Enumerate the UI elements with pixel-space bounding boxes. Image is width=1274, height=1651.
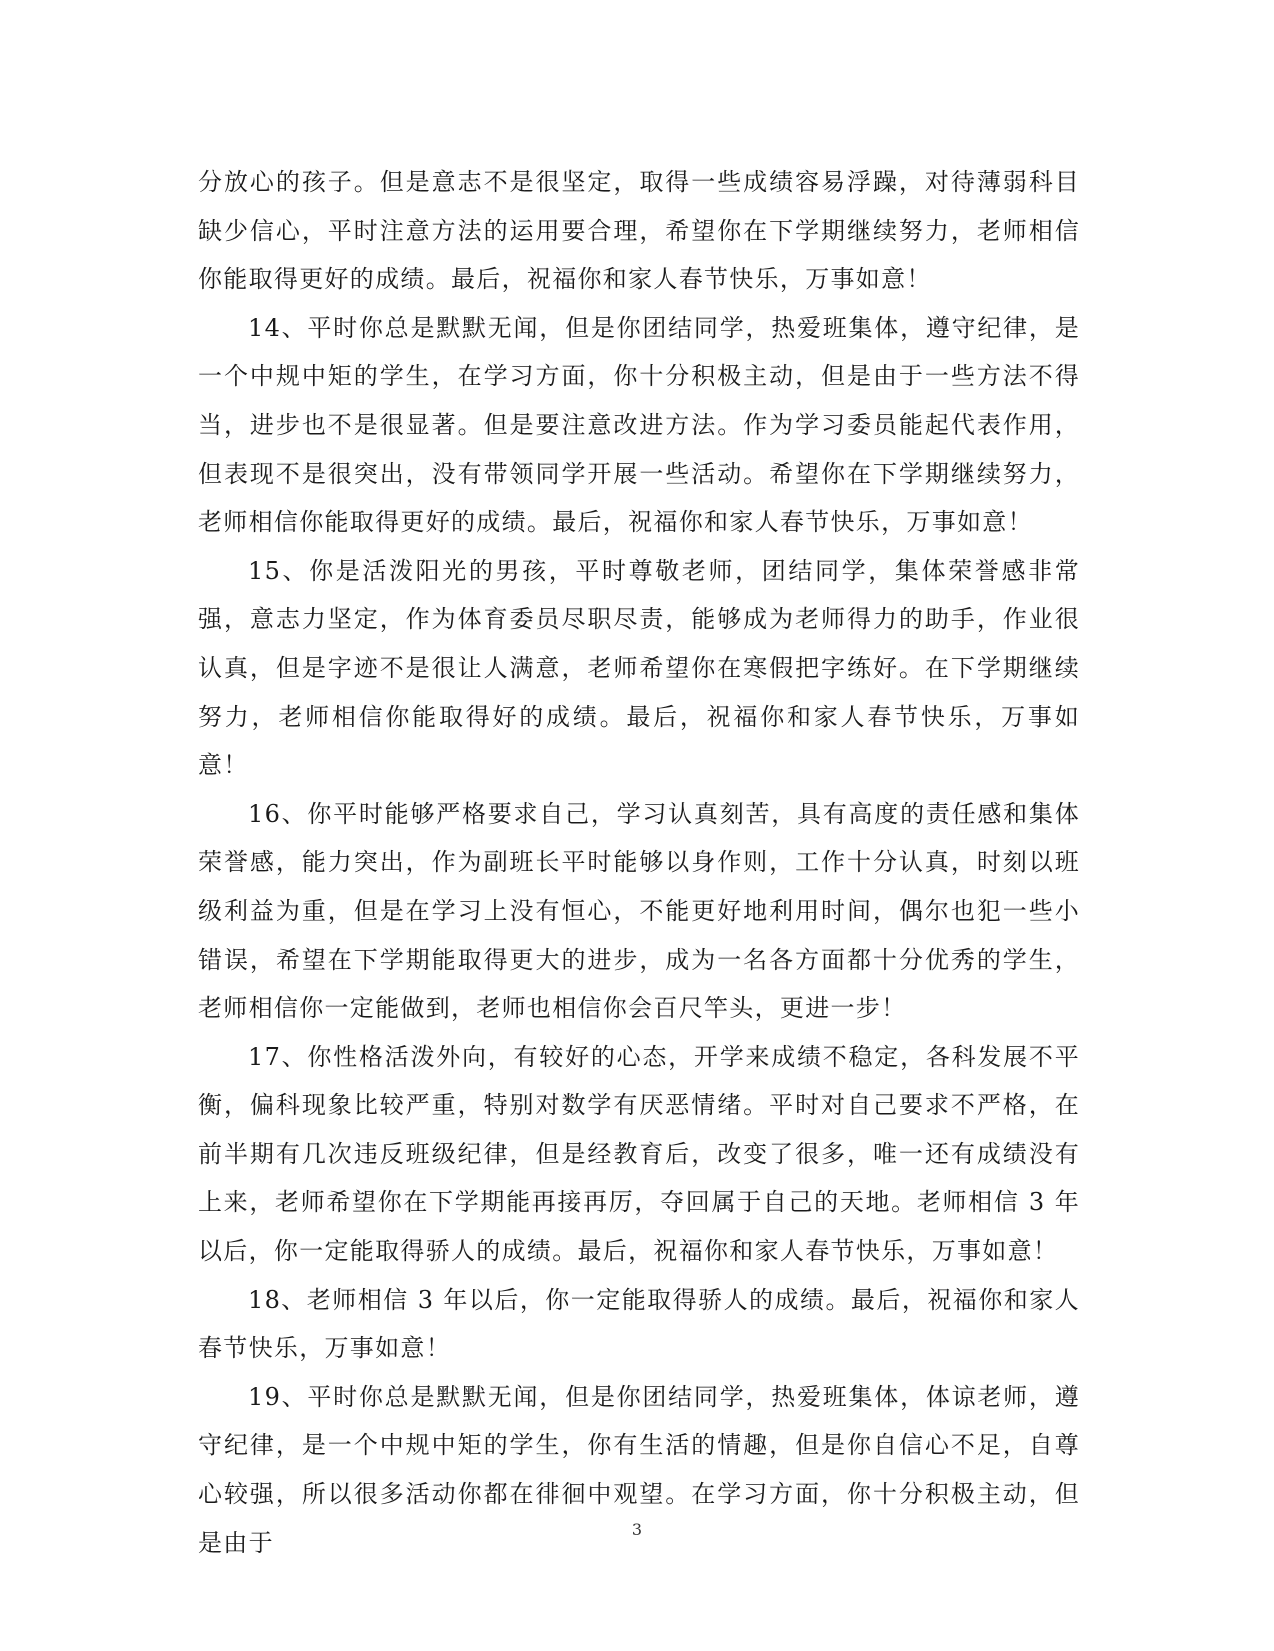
paragraph-item-18: 18、老师相信 3 年以后，你一定能取得骄人的成绩。最后，祝福你和家人春节快乐，万事如意！ bbox=[198, 1285, 1080, 1363]
paragraph-item-19: 19、平时你总是默默无闻，但是你团结同学，热爱班集体，体谅老师，遵守纪律，是一个中规中矩的学生，你有生活的情趣，但是你自信心不足，自尊心较强，所以很多活动你都在徘徊中观望。在学习方面，你十分积极主动，但是由于 bbox=[198, 1382, 1080, 1557]
page-number: 3 bbox=[631, 1520, 643, 1539]
document-body bbox=[198, 158, 1080, 1567]
paragraph-continuation: 分放心的孩子。但是意志不是很坚定，取得一些成绩容易浮躁，对待薄弱科目缺少信心，平时注意方法的运用要合理，希望你在下学期继续努力，老师相信你能取得更好的成绩。最后，祝福你和家人春节快乐，万事如意！ bbox=[198, 168, 1080, 294]
paragraph-item-17: 17、你性格活泼外向，有较好的心态，开学来成绩不稳定，各科发展不平衡，偏科现象比较严重，特别对数学有厌恶情绪。平时对自己要求不严格，在前半期有几次违反班级纪律，但是经教育后，改变了很多，唯一还有成绩没有上来，老师希望你在下学期能再接再厉，夺回属于自己的天地。老师相信 3 年以后，你一定能取得骄人的成绩。最后，祝福你和家人春节快乐，万事如意！ bbox=[198, 1042, 1080, 1266]
paragraph-item-15: 15、你是活泼阳光的男孩，平时尊敬老师，团结同学，集体荣誉感非常强，意志力坚定，作为体育委员尽职尽责，能够成为老师得力的助手，作业很认真，但是字迹不是很让人满意，老师希望你在寒假把字练好。在下学期继续努力，老师相信你能取得好的成绩。最后，祝福你和家人春节快乐，万事如意！ bbox=[198, 556, 1080, 780]
paragraph-item-16: 16、你平时能够严格要求自己，学习认真刻苦，具有高度的责任感和集体荣誉感，能力突出，作为副班长平时能够以身作则，工作十分认真，时刻以班级利益为重，但是在学习上没有恒心，不能更好地利用时间，偶尔也犯一些小错误，希望在下学期能取得更大的进步，成为一名各方面都十分优秀的学生，老师相信你一定能做到，老师也相信你会百尺竿头，更进一步！ bbox=[198, 799, 1080, 1023]
paragraph-item-14: 14、平时你总是默默无闻，但是你团结同学，热爱班集体，遵守纪律，是一个中规中矩的学生，在学习方面，你十分积极主动，但是由于一些方法不得当，进步也不是很显著。但是要注意改进方法。作为学习委员能起代表作用，但表现不是很突出，没有带领同学开展一些活动。希望你在下学期继续努力，老师相信你能取得更好的成绩。最后，祝福你和家人春节快乐，万事如意！ bbox=[198, 313, 1080, 537]
